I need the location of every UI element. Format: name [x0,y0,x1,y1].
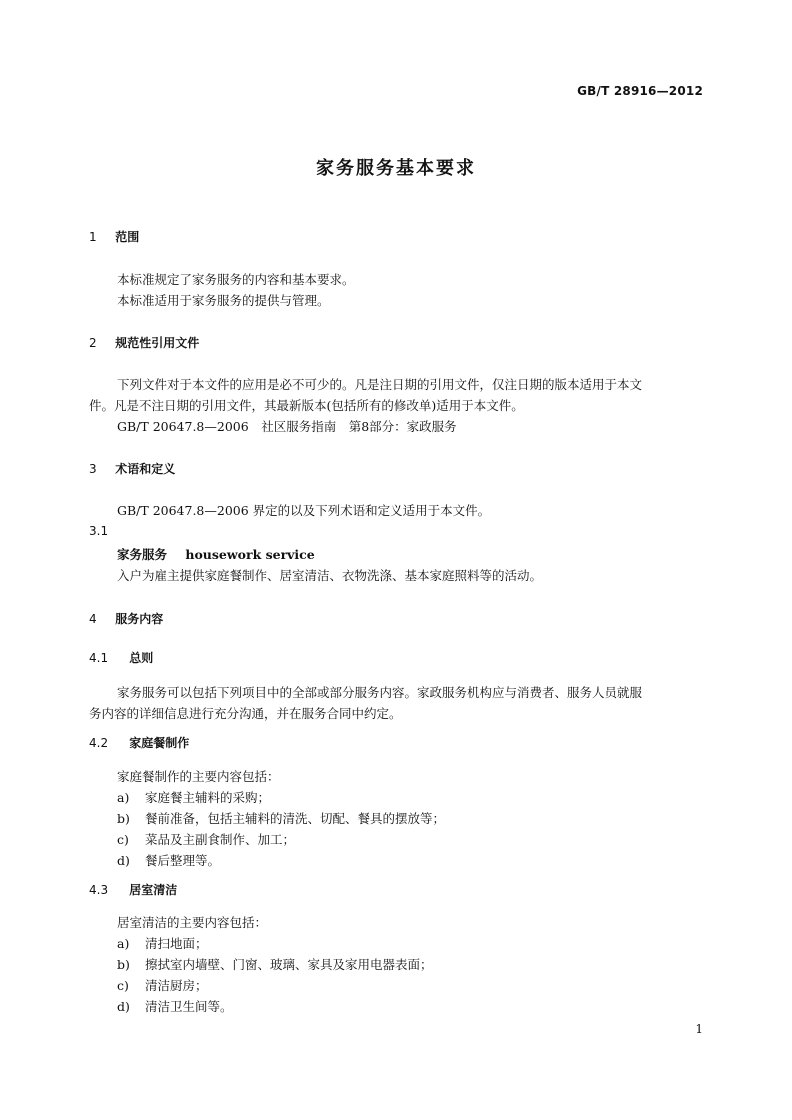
list-marker: a) [117,790,130,805]
section-number: 1 [89,230,97,244]
section-title: 家庭餐制作 [129,736,190,750]
list-text: 清洁厨房； [145,978,208,993]
list-text: 家庭餐主辅料的采购； [145,790,271,805]
list-item [117,934,208,952]
paragraph: GB/T 20647.8—2006 界定的以及下列术语和定义适用于本文件。 [117,503,491,518]
section-title: 范围 [115,230,140,244]
list-intro: 居室清洁的主要内容包括： [117,915,268,930]
section-title: 居室清洁 [129,883,178,897]
subsection-4-2-heading [89,734,189,751]
page-number: 1 [695,1022,703,1036]
list-marker: a) [117,936,130,951]
paragraph: 件。凡是不注日期的引用文件，其最新版本(包括所有的修改单)适用于本文件。 [89,398,524,413]
subsection-4-3-heading [89,881,177,898]
section-title: 规范性引用文件 [115,336,200,350]
section-number: 4.2 [89,736,109,750]
list-text: 餐前准备，包括主辅料的清洗、切配、餐具的摆放等； [145,811,446,826]
list-marker: b) [117,811,130,826]
paragraph: 家务服务可以包括下列项目中的全部或部分服务内容。家政服务机构应与消费者、服务人员就服 [117,685,643,700]
section-3-heading [89,460,175,477]
section-title: 服务内容 [115,612,164,626]
subsection-4-1-heading [89,649,153,666]
term-english: housework service [185,547,315,562]
list-text: 菜品及主副食制作、加工； [145,832,296,847]
standard-code: GB/T 28916—2012 [577,84,703,98]
list-marker: c) [117,832,129,847]
section-title: 术语和定义 [115,462,176,476]
paragraph: 本标准规定了家务服务的内容和基本要求。 [117,272,355,287]
section-number: 3.1 [89,524,109,538]
term-definition: 入户为雇主提供家庭餐制作、居室清洁、衣物洗涤、基本家庭照料等的活动。 [117,568,543,583]
section-number: 4.1 [89,651,109,665]
paragraph: 下列文件对于本文件的应用是必不可少的。凡是注日期的引用文件，仅注日期的版本适用于本文 [117,377,643,392]
list-marker: b) [117,957,130,972]
list-text: 清扫地面； [145,936,208,951]
list-item [117,788,270,806]
section-title: 总则 [129,651,154,665]
list-marker: d) [117,853,130,868]
list-text: 擦拭室内墙壁、门窗、玻璃、家具及家用电器表面； [145,957,433,972]
section-number: 3 [89,462,97,476]
list-item [117,997,233,1015]
paragraph: 务内容的详细信息进行充分沟通，并在服务合同中约定。 [89,706,402,721]
list-item [117,955,433,973]
term-entry [117,545,315,563]
section-1-heading [89,228,139,245]
section-number: 2 [89,336,97,350]
list-item [117,851,220,869]
list-item [117,976,208,994]
list-text: 清洁卫生间等。 [145,999,233,1014]
normative-reference: GB/T 20647.8—2006 社区服务指南 第8部分：家政服务 [117,419,457,434]
list-item [117,830,295,848]
section-2-heading [89,334,199,351]
document-title: 家务服务基本要求 [316,158,476,179]
section-number: 4.3 [89,883,109,897]
section-4-heading [89,610,163,627]
list-marker: c) [117,978,129,993]
list-marker: d) [117,999,130,1014]
list-intro: 家庭餐制作的主要内容包括： [117,769,280,784]
section-number: 4 [89,612,97,626]
list-text: 餐后整理等。 [145,853,221,868]
paragraph: 本标准适用于家务服务的提供与管理。 [117,293,330,308]
subsection-3-1-number [89,524,108,538]
term-chinese: 家务服务 [117,547,168,562]
list-item [117,809,445,827]
